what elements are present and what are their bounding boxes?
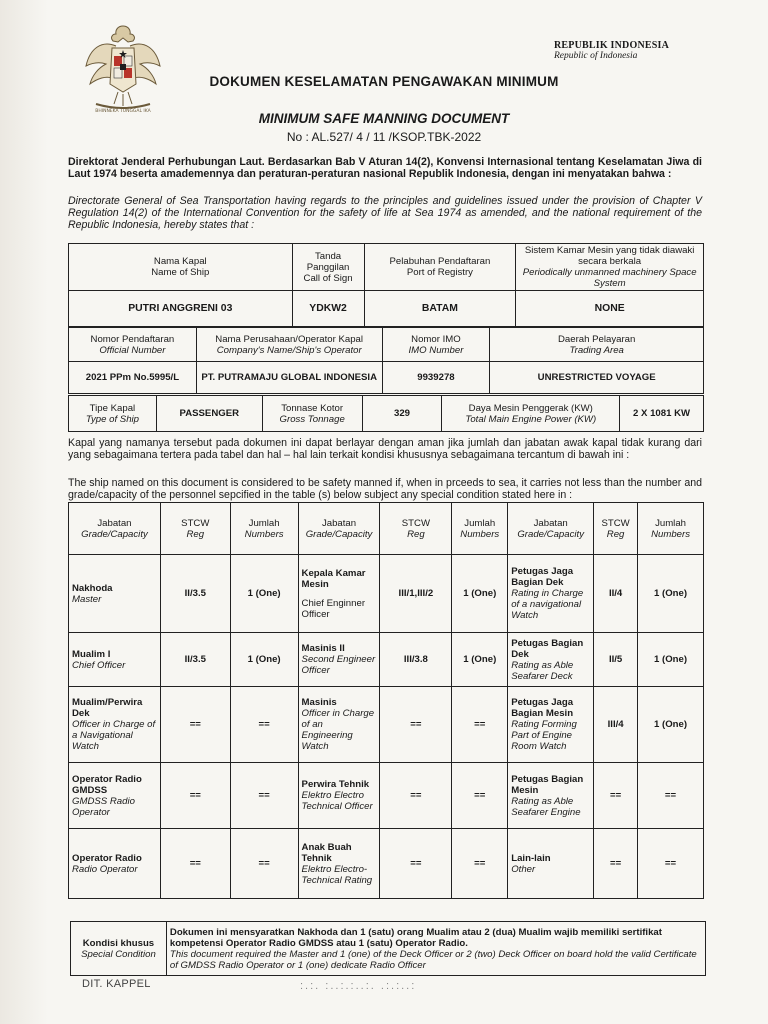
numbers-cell: 1 (One) — [638, 687, 704, 763]
trading-area-header: Daerah Pelayaran Trading Area — [490, 328, 704, 362]
ship-table — [68, 243, 704, 327]
ums-header: Sistem Kamar Mesin yang tidak diawaki secara berkala Periodically unmanned machinery Space System — [516, 244, 704, 291]
stcw-cell: == — [594, 829, 638, 899]
grade-cell: Operator Radio GMDSS GMDSS Radio Operator — [69, 763, 161, 829]
crew-table-header — [69, 503, 704, 555]
crew-row — [69, 829, 704, 899]
numbers-cell: 1 (One) — [638, 555, 704, 633]
grade-cell: Petugas Jaga Bagian Dek Rating in Charge of a navigational Watch — [508, 555, 594, 633]
ship-name-value: PUTRI ANGGRENI 03 — [69, 291, 293, 327]
grade-cell: Petugas Jaga Bagian Mesin Rating Forming Part of Engine Room Watch — [508, 687, 594, 763]
stcw-cell: == — [160, 687, 230, 763]
port-header: Pelabuhan Pendaftaran Port of Registry — [364, 244, 516, 291]
stcw-cell: II/4 — [594, 555, 638, 633]
footer-label: DIT. KAPPEL — [82, 978, 151, 990]
official-number-header: Nomor Pendaftaran Official Number — [69, 328, 197, 362]
title-english: MINIMUM SAFE MANNING DOCUMENT — [258, 111, 510, 126]
grade-cell: Lain-lain Other — [508, 829, 594, 899]
stcw-cell: III/1,III/2 — [380, 555, 452, 633]
special-condition-label: Kondisi khusus Special Condition — [71, 922, 167, 976]
ship-type-value: PASSENGER — [156, 396, 262, 432]
company-value: PT. PUTRAMAJU GLOBAL INDONESIA — [196, 362, 382, 394]
stcw-cell: == — [160, 829, 230, 899]
stcw-header: STCW Reg — [380, 503, 452, 555]
stcw-cell: II/3.5 — [160, 633, 230, 687]
ums-value: NONE — [516, 291, 704, 327]
callsign-header: Tanda Panggilan Call of Sign — [292, 244, 364, 291]
stcw-cell: == — [380, 687, 452, 763]
stcw-cell: II/5 — [594, 633, 638, 687]
stcw-cell: == — [160, 763, 230, 829]
gross-tonnage-value: 329 — [362, 396, 442, 432]
company-header: Nama Perusahaan/Operator Kapal Company's Name/Ship's Operator — [196, 328, 382, 362]
intro-english: Directorate General of Sea Transportation having regards to the principles and guidelines issued under the provision of Chapter V Regulation 14(2) of the International Convention for the safety of life at Sea 1974 as amended, and the national requirement of the Republic Indonesia, hereby states that : — [68, 195, 702, 231]
emblem-motto: BHINNEKA TUNGGAL IKA — [95, 109, 151, 114]
stcw-cell: == — [594, 763, 638, 829]
statement-english: The ship named on this document is considered to be safety manned if, when in prceeds to sea, it carries not less than the number and grade/capacity of the personnel sepcified in the table (s) below subject any special condition stated here in : — [68, 477, 702, 501]
numbers-cell: 1 (One) — [452, 555, 508, 633]
grade-cell: Kepala Kamar Mesin Chief Enginner Officer — [298, 555, 380, 633]
numbers-cell: 1 (One) — [452, 633, 508, 687]
intro-indonesian: Direktorat Jenderal Perhubungan Laut. Berdasarkan Bab V Aturan 14(2), Konvensi Internasional tentang Keselamatan Jiwa di Laut 1974 beserta amademennya dan peraturan-peraturan nasional Republik Indonesia, dengan ini menyatakan bahwa : — [68, 156, 702, 180]
port-value: BATAM — [364, 291, 516, 327]
republic-en: Republic of Indonesia — [554, 51, 638, 61]
numbers-cell: 1 (One) — [230, 555, 298, 633]
grade-cell: Petugas Bagian Mesin Rating as Able Seafarer Engine — [508, 763, 594, 829]
numbers-cell: 1 (One) — [638, 633, 704, 687]
gross-tonnage-label: Tonnase Kotor Gross Tonnage — [262, 396, 362, 432]
stcw-header: STCW Reg — [160, 503, 230, 555]
imo-value: 9939278 — [382, 362, 490, 394]
registration-table — [68, 327, 704, 394]
numbers-cell: == — [452, 763, 508, 829]
numbers-cell: == — [638, 763, 704, 829]
republic-id: REPUBLIK INDONESIA — [554, 40, 670, 51]
special-condition-text: Dokumen ini mensyaratkan Nakhoda dan 1 (satu) orang Mualim atau 2 (dua) Mualim wajib memiliki sertifikat kompetensi Operator Radio GMDSS atau 1 (satu) Operator Radio. This document required the Master and 1 (one) of the Deck Officer or 2 (two) Deck Officer on board hold the valid Certificate of GMDSS Radio Operator or 1 (one) dedicate Radio Officer — [166, 922, 705, 976]
grade-cell: Mualim/Perwira Dek Officer in Charge of a Navigational Watch — [69, 687, 161, 763]
title-indonesian: DOKUMEN KESELAMATAN PENGAWAKAN MINIMUM — [209, 74, 559, 89]
ship-name-header: Nama Kapal Name of Ship — [69, 244, 293, 291]
crew-table — [68, 502, 704, 899]
grade-cell: Operator Radio Radio Operator — [69, 829, 161, 899]
scan-shadow — [0, 0, 48, 1024]
grade-cell: Anak Buah Tehnik Elektro Electro-Technical Rating — [298, 829, 380, 899]
grade-cell: Perwira Tehnik Elektro Electro Technical Officer — [298, 763, 380, 829]
grade-cell: Petugas Bagian Dek Rating as Able Seafarer Deck — [508, 633, 594, 687]
grade-cell: Mualim I Chief Officer — [69, 633, 161, 687]
stcw-header: STCW Reg — [594, 503, 638, 555]
grade-header: Jabatan Grade/Capacity — [298, 503, 380, 555]
numbers-cell: == — [452, 687, 508, 763]
trading-area-value: UNRESTRICTED VOYAGE — [490, 362, 704, 394]
statement-indonesian: Kapal yang namanya tersebut pada dokumen ini dapat berlayar dengan aman jika jumlah dan jabatan awak kapal tidak kurang dari yang sebagaimana tertera pada tabel dan hal – hal lain terkait kondisi khususnya sebagaimana tercantum di bawah ini : — [68, 437, 702, 461]
numbers-header: Jumlah Numbers — [638, 503, 704, 555]
numbers-cell: == — [230, 687, 298, 763]
stcw-cell: == — [380, 829, 452, 899]
footer-dots: :.:. :..:.:..:. .:.:..: — [300, 980, 417, 992]
grade-cell: Nakhoda Master — [69, 555, 161, 633]
numbers-cell: 1 (One) — [230, 633, 298, 687]
special-condition-table — [70, 921, 706, 976]
ship-type-table — [68, 395, 704, 432]
republic-heading — [554, 40, 669, 61]
callsign-value: YDKW2 — [292, 291, 364, 327]
document-number: No : AL.527/ 4 / 11 /KSOP.TBK-2022 — [286, 130, 482, 144]
crew-row — [69, 687, 704, 763]
ship-type-label: Tipe Kapal Type of Ship — [69, 396, 157, 432]
stcw-cell: == — [380, 763, 452, 829]
numbers-cell: == — [638, 829, 704, 899]
garuda-emblem — [82, 18, 164, 118]
crew-row — [69, 555, 704, 633]
stcw-cell: III/4 — [594, 687, 638, 763]
numbers-cell: == — [230, 829, 298, 899]
numbers-header: Jumlah Numbers — [452, 503, 508, 555]
imo-header: Nomor IMO IMO Number — [382, 328, 490, 362]
crew-row — [69, 633, 704, 687]
engine-power-label: Daya Mesin Penggerak (KW) Total Main Engine Power (KW) — [442, 396, 620, 432]
crew-row — [69, 763, 704, 829]
numbers-header: Jumlah Numbers — [230, 503, 298, 555]
stcw-cell: II/3.5 — [160, 555, 230, 633]
engine-power-value: 2 X 1081 KW — [620, 396, 704, 432]
official-number-value: 2021 PPm No.5995/L — [69, 362, 197, 394]
grade-header: Jabatan Grade/Capacity — [69, 503, 161, 555]
stcw-cell: III/3.8 — [380, 633, 452, 687]
numbers-cell: == — [452, 829, 508, 899]
grade-cell: Masinis II Second Engineer Officer — [298, 633, 380, 687]
grade-header: Jabatan Grade/Capacity — [508, 503, 594, 555]
numbers-cell: == — [230, 763, 298, 829]
grade-cell: Masinis Officer in Charge of an Engineering Watch — [298, 687, 380, 763]
